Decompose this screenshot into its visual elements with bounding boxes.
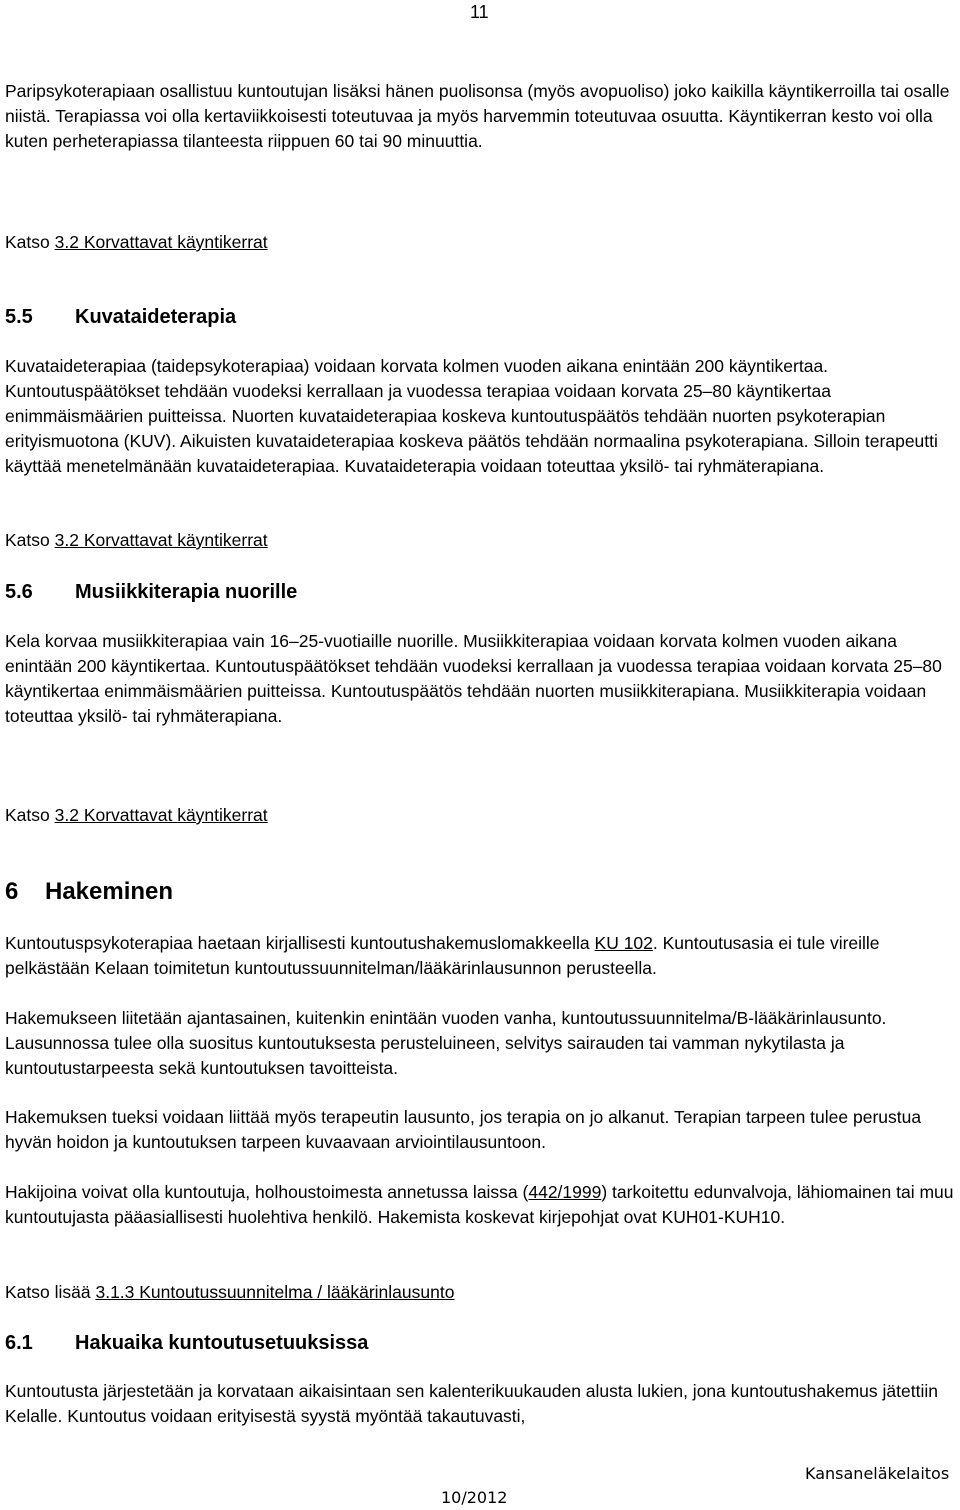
see-also-2 [5, 528, 955, 553]
section-title: Musiikkiterapia nuorille [75, 581, 298, 603]
section-number: 6 [5, 878, 19, 905]
see-also-prefix: Katso [5, 530, 55, 550]
form-ku102-link[interactable]: KU 102 [594, 933, 653, 953]
see-also-prefix: Katso lisää [5, 1282, 96, 1302]
section-5-6-body: Kela korvaa musiikkiterapiaa vain 16‒25-vuotiaille nuorille. Musiikkiterapiaa voidaan korvata kolmen vuoden aikana enintään 200 käyntikertaa. Kuntoutuspäätökset tehdään vuodeksi kerrallaan ja vuodessa terapiaa voidaan korvata 25‒80 käyntikertaa enimmäismäärien puitteissa. Kuntoutuspäätös tehdään nuorten musiikkiterapiana. Musiikkiterapia voidaan toteuttaa yksilö- tai ryhmäterapiana. [5, 631, 942, 726]
text-run: Hakijoina voivat olla kuntoutuja, holhoustoimesta annetussa laissa ( [5, 1182, 529, 1202]
section-heading-5-6 [5, 579, 297, 605]
text-run: . Kuntoutusasia ei tule vireille pelkästään Kelaan toimitetun kuntoutussuunnitelman/lääkärinlausunnon perusteella. [5, 933, 880, 978]
see-also-link[interactable]: 3.2 Korvattavat käyntikerrat [54, 805, 268, 825]
section-title: Hakeminen [45, 878, 174, 905]
section-6-paragraph-4 [5, 1180, 955, 1230]
section-heading-5-5 [5, 304, 236, 330]
law-442-1999-link[interactable]: 442/1999 [528, 1182, 602, 1202]
footer-date: 10/2012 [441, 1488, 508, 1507]
see-also-4 [5, 1280, 955, 1305]
see-also-link[interactable]: 3.2 Korvattavat käyntikerrat [54, 530, 268, 550]
see-also-prefix: Katso [5, 232, 55, 252]
section-6-paragraph-3: Hakemuksen tueksi voidaan liittää myös terapeutin lausunto, jos terapia on jo alkanut. Terapian tarpeen tulee perustua hyvän hoidon ja kuntoutuksen tarpeen kuvaavaan arviointilausuntoon. [5, 1107, 922, 1152]
page-number: 11 [470, 2, 489, 22]
section-number: 6.1 [5, 1332, 33, 1354]
text-run: ) tarkoitettu edunvalvoja, lähiomainen tai muu kuntoutujasta pääasiallisesti huolehtiva henkilö. Hakemista koskevat kirjepohjat ovat KUH01-KUH10. [5, 1182, 954, 1227]
see-also-link[interactable]: 3.2 Korvattavat käyntikerrat [54, 232, 268, 252]
section-title: Kuvataideterapia [75, 306, 237, 328]
text-run: Kuntoutuspsykoterapiaa haetaan kirjallisesti kuntoutushakemuslomakkeella [5, 933, 595, 953]
section-6-paragraph-1 [5, 931, 955, 981]
section-6-paragraph-2: Hakemukseen liitetään ajantasainen, kuitenkin enintään vuoden vanha, kuntoutussuunnitelma/B-lääkärinlausunto. Lausunnossa tulee olla suositus kuntoutuksesta perusteluineen, selvitys sairauden tai vamman nykytilasta ja kuntoutustarpeesta sekä kuntoutuksen tavoitteista. [5, 1008, 887, 1078]
section-6-1-body: Kuntoutusta järjestetään ja korvataan aikaisintaan sen kalenterikuukauden alusta lukien, jona kuntoutushakemus jätettiin Kelalle. Kuntoutus voidaan erityisestä syystä myöntää takautuvasti, [5, 1381, 938, 1426]
section-number: 5.6 [5, 581, 33, 603]
section-title: Hakuaika kuntoutusetuuksissa [75, 1332, 369, 1354]
see-also-1 [5, 230, 955, 255]
see-also-prefix: Katso [5, 805, 55, 825]
see-also-3 [5, 803, 955, 828]
section-number: 5.5 [5, 306, 33, 328]
footer-organization: Kansaneläkelaitos [805, 1464, 950, 1483]
section-heading-6 [5, 877, 173, 907]
section-heading-6-1 [5, 1330, 368, 1356]
section-5-5-body: Kuvataideterapiaa (taidepsykoterapiaa) voidaan korvata kolmen vuoden aikana enintään 200 käyntikertaa. Kuntoutuspäätökset tehdään vuodeksi kerrallaan ja vuodessa terapiaa voidaan korvata 25‒80 käyntikertaa enimmäismäärien puitteissa. Nuorten kuvataideterapiaa koskeva kuntoutuspäätös tehdään nuorten psykoterapian erityismuotona (KUV). Aikuisten kuvataideterapiaa koskeva päätös tehdään normaalina psykoterapiana. Silloin terapeutti käyttää menetelmänään kuvataideterapiaa. Kuvataideterapia voidaan toteuttaa yksilö- tai ryhmäterapiana. [5, 356, 938, 476]
intro-paragraph: Paripsykoterapiaan osallistuu kuntoutujan lisäksi hänen puolisonsa (myös avopuoliso) joko kaikilla käyntikerroilla tai osalle niistä. Terapiassa voi olla kertaviikkoisesti toteutuvaa ja myös harvemmin toteutuvaa osuutta. Käyntikerran kesto voi olla kuten perheterapiassa tilanteesta riippuen 60 tai 90 minuuttia. [5, 81, 950, 151]
see-also-link[interactable]: 3.1.3 Kuntoutussuunnitelma / lääkärinlausunto [95, 1282, 455, 1302]
